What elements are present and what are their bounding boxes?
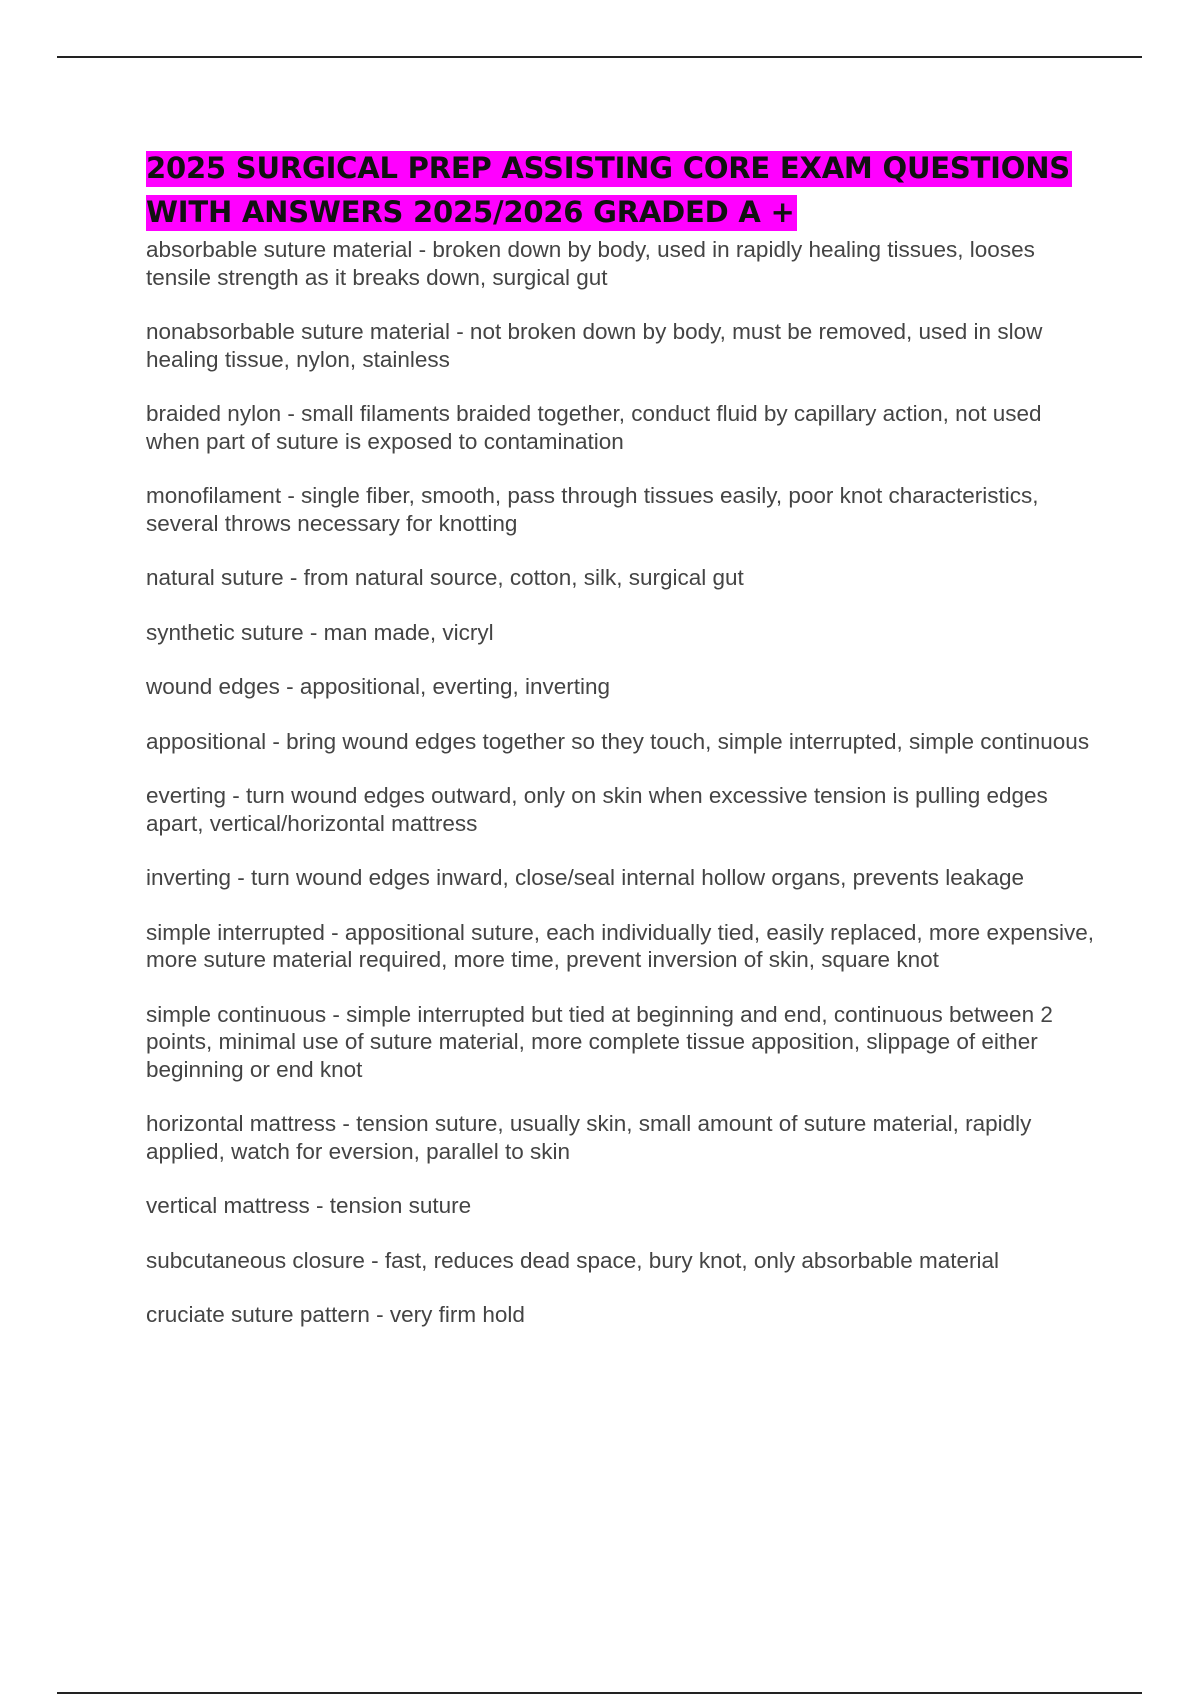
document-body [146,146,1096,1356]
entry-cruciate-suture-pattern: cruciate suture pattern - very firm hold [146,1302,525,1327]
entry-monofilament: monofilament - single fiber, smooth, pass through tissues easily, poor knot characteristics, several throws necessary for knotting [146,483,1039,536]
entry-vertical-mattress: vertical mattress - tension suture [146,1193,472,1218]
top-rule [57,56,1142,58]
title-line-2: WITH ANSWERS 2025/2026 GRADED A + [146,195,795,229]
entry-inverting: inverting - turn wound edges inward, close/seal internal hollow organs, prevents leakage [146,865,1025,890]
entry-synthetic-suture: synthetic suture - man made, vicryl [146,619,494,645]
entry-absorbable-suture: absorbable suture material - broken down by body, used in rapidly healing tissues, looses tensile strength as it breaks down, surgical gut [146,237,1035,290]
entry-everting: everting - turn wound edges outward, only on skin when excessive tension is pulling edges apart, vertical/horizontal mattress [146,783,1048,836]
entry-wound-edges: wound edges - appositional, everting, inverting [146,674,611,699]
document-title [146,146,1096,234]
title-line-1: 2025 SURGICAL PREP ASSISTING CORE EXAM QUESTIONS [146,151,1070,185]
entry-horizontal-mattress: horizontal mattress - tension suture, usually skin, small amount of suture material, rapidly applied, watch for eversion, parallel to skin [146,1111,1032,1164]
bottom-rule [57,1692,1142,1694]
entry-appositional: appositional - bring wound edges together so they touch, simple interrupted, simple continuous [146,728,1090,754]
entry-simple-interrupted: simple interrupted - appositional suture, each individually tied, easily replaced, more expensive, more suture material required, more time, prevent inversion of skin, square knot [146,919,1095,972]
entry-nonabsorbable-suture: nonabsorbable suture material - not broken down by body, must be removed, used in slow healing tissue, nylon, stainless [146,319,1043,372]
entry-subcutaneous-closure: subcutaneous closure - fast, reduces dead space, bury knot, only absorbable material [146,1247,999,1273]
entry-natural-suture: natural suture - from natural source, cotton, silk, surgical gut [146,565,744,590]
title-highlight [146,151,1072,231]
entry-list [146,236,1096,1329]
entry-braided-nylon: braided nylon - small filaments braided together, conduct fluid by capillary action, not used when part of suture is exposed to contamination [146,401,1042,454]
entry-simple-continuous: simple continuous - simple interrupted but tied at beginning and end, continuous between 2 points, minimal use of suture material, more complete tissue apposition, slippage of either beginning or end knot [146,1001,1053,1082]
